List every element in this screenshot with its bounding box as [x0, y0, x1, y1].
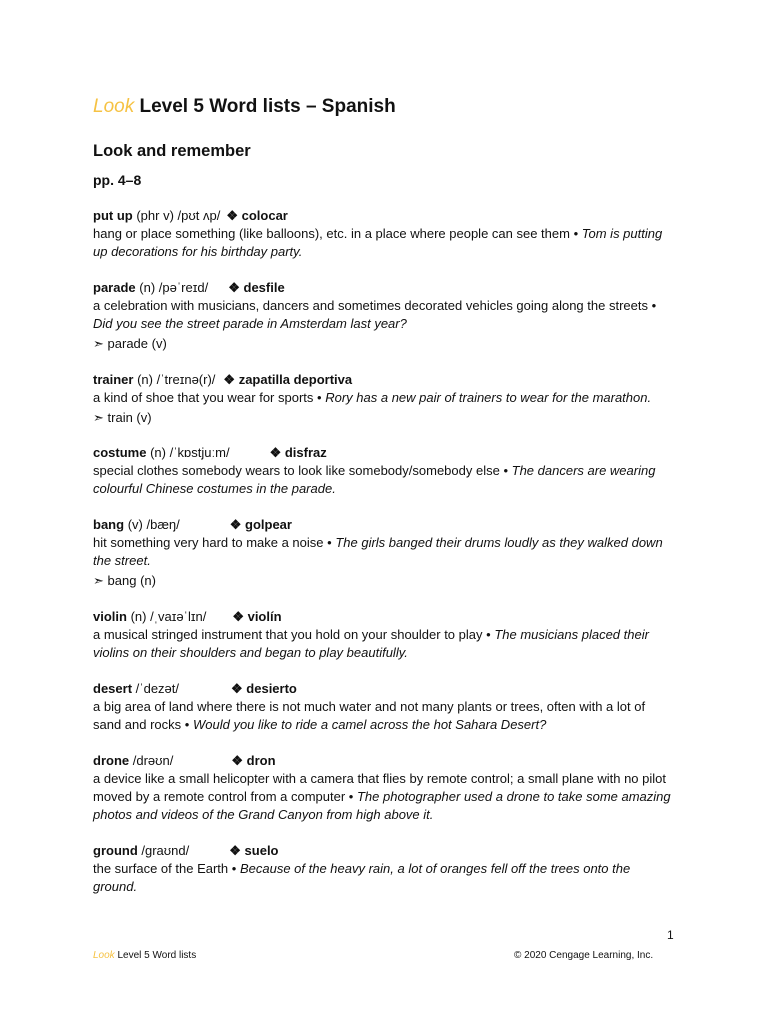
title-text: Level 5 Word lists – Spanish [139, 96, 396, 117]
definition-text: special clothes somebody wears to look like somebody/somebody else [93, 463, 500, 478]
part-of-speech: (n) [150, 445, 166, 460]
word-entry [93, 371, 675, 427]
spanish-translation [270, 445, 327, 460]
section-heading: Look and remember [93, 142, 251, 160]
pronunciation: /pʊt ʌp/ [177, 208, 221, 223]
bullet-separator: • [231, 861, 237, 876]
headword: parade [93, 280, 136, 295]
definition-text: a big area of land where there is not much water and not many plants or trees, often with a lot of sand and rocks [93, 699, 646, 732]
definition-text: a kind of shoe that you wear for sports [93, 390, 314, 405]
example-sentence: The musicians placed their violins on their shoulders and began to play beautifully. [93, 627, 649, 660]
example-sentence: The dancers are wearing colourful Chinese costumes in the parade. [93, 463, 656, 496]
footer-title [93, 950, 196, 962]
word-entry [93, 752, 675, 824]
example-sentence: Because of the heavy rain, a lot of oranges fell off the trees onto the ground. [93, 861, 631, 894]
translation-text: violín [247, 609, 282, 624]
spanish-translation [231, 753, 275, 768]
definition [93, 389, 675, 407]
bullet-separator: • [486, 627, 491, 642]
entry-list [93, 207, 675, 914]
definition [93, 770, 675, 824]
spanish-translation [231, 681, 297, 696]
translation-marker-icon: ❖ [228, 280, 240, 295]
footer-label: Level 5 Word lists [117, 950, 197, 961]
translation-marker-icon: ❖ [229, 843, 241, 858]
derived-form [93, 335, 675, 353]
entry-headline [93, 608, 675, 626]
translation-marker-icon: ❖ [231, 681, 243, 696]
page-range: pp. 4–8 [93, 172, 142, 188]
word-entry [93, 842, 675, 896]
title-brand: Look [93, 96, 135, 117]
definition-text: a device like a small helicopter with a camera that flies by remote control; a small plane with no pilot moved by a remote control from a computer [93, 771, 666, 804]
headword: violin [93, 609, 127, 624]
spanish-translation [232, 609, 281, 624]
translation-text: suelo [244, 843, 279, 858]
derived-form [93, 409, 675, 427]
bullet-separator: • [348, 789, 354, 804]
part-of-speech: (v) [127, 517, 143, 532]
word-entry [93, 279, 675, 353]
translation-text: disfraz [284, 445, 327, 460]
pronunciation: /ɡraʊnd/ [141, 843, 190, 858]
spanish-translation [228, 280, 284, 295]
entry-headline [93, 680, 675, 698]
headword: trainer [93, 372, 134, 387]
headword: drone [93, 753, 130, 768]
part-of-speech: (n) [130, 609, 147, 624]
pronunciation: /bæŋ/ [146, 517, 180, 532]
derived-form [93, 572, 675, 590]
pronunciation: /drəʊn/ [132, 753, 174, 768]
translation-text: desierto [246, 681, 297, 696]
definition [93, 860, 675, 896]
spanish-translation [223, 372, 352, 387]
bullet-separator: • [651, 298, 657, 313]
definition-text: a celebration with musicians, dancers and sometimes decorated vehicles going along the streets [93, 298, 648, 313]
definition-text: the surface of the Earth [93, 861, 229, 876]
translation-text: dron [246, 753, 276, 768]
spanish-translation [229, 843, 278, 858]
definition [93, 462, 675, 498]
pronunciation: /ˈdezət/ [135, 681, 180, 696]
entry-headline [93, 444, 675, 462]
spanish-translation [226, 208, 288, 223]
bullet-separator: • [503, 463, 509, 478]
entry-headline [93, 752, 675, 770]
bullet-separator: • [184, 717, 190, 732]
example-sentence: The photographer used a drone to take some amazing photos and videos of the Grand Canyon from high above it. [93, 789, 671, 822]
part-of-speech: (phr v) [136, 208, 174, 223]
derivation-arrow-icon: ➣ [93, 410, 104, 425]
entry-headline [93, 207, 675, 225]
entry-headline [93, 279, 675, 297]
derived-word: bang (n) [107, 573, 156, 588]
bullet-separator: • [317, 390, 322, 405]
part-of-speech: (n) [137, 372, 153, 387]
entry-headline [93, 842, 675, 860]
pronunciation: /ˈkɒstjuːm/ [169, 445, 230, 460]
translation-text: colocar [241, 208, 288, 223]
word-entry [93, 608, 675, 662]
translation-marker-icon: ❖ [229, 517, 242, 532]
word-entry [93, 444, 675, 498]
part-of-speech: (n) [139, 280, 156, 295]
definition [93, 626, 675, 662]
derived-word: parade (v) [107, 336, 167, 351]
translation-marker-icon: ❖ [269, 445, 282, 460]
footer-brand: Look [93, 950, 115, 961]
bullet-separator: • [573, 226, 579, 241]
definition [93, 534, 675, 570]
document-title [93, 94, 396, 120]
headword: ground [93, 843, 138, 858]
headword: desert [93, 681, 133, 696]
footer-copyright: © 2020 Cengage Learning, Inc. [514, 950, 654, 961]
translation-marker-icon: ❖ [231, 753, 244, 768]
translation-text: golpear [245, 517, 292, 532]
definition-text: a musical stringed instrument that you hold on your shoulder to play [93, 627, 483, 642]
entry-headline [93, 371, 675, 389]
headword: costume [93, 445, 147, 460]
example-sentence: Did you see the street parade in Amsterdam last year? [93, 316, 407, 331]
definition-text: hang or place something (like balloons), etc. in a place where people can see them [93, 226, 570, 241]
word-entry [93, 207, 675, 261]
definition-text: hit something very hard to make a noise [93, 535, 324, 550]
translation-text: zapatilla deportiva [238, 372, 353, 387]
example-sentence: Tom is putting up decorations for his birthday party. [93, 226, 663, 259]
translation-marker-icon: ❖ [226, 208, 238, 223]
headword: put up [93, 208, 133, 223]
headword: bang [93, 517, 125, 532]
pronunciation: /pəˈreɪd/ [158, 280, 209, 295]
word-entry [93, 516, 675, 590]
spanish-translation [230, 517, 292, 532]
pronunciation: /ˈtreɪnə(r)/ [156, 372, 216, 387]
page-number: 1 [667, 928, 674, 942]
translation-marker-icon: ❖ [223, 372, 236, 387]
example-sentence: The girls banged their drums loudly as they walked down the street. [93, 535, 663, 568]
derivation-arrow-icon: ➣ [93, 573, 104, 588]
derivation-arrow-icon: ➣ [93, 336, 104, 351]
example-sentence: Would you like to ride a camel across the hot Sahara Desert? [192, 717, 547, 732]
translation-marker-icon: ❖ [232, 609, 244, 624]
derived-word: train (v) [107, 410, 152, 425]
definition [93, 225, 675, 261]
definition [93, 297, 675, 333]
example-sentence: Rory has a new pair of trainers to wear for the marathon. [325, 390, 652, 405]
translation-text: desfile [243, 280, 285, 295]
bullet-separator: • [327, 535, 332, 550]
definition [93, 698, 675, 734]
word-entry [93, 680, 675, 734]
entry-headline [93, 516, 675, 534]
pronunciation: /ˌvaɪəˈlɪn/ [150, 609, 207, 624]
